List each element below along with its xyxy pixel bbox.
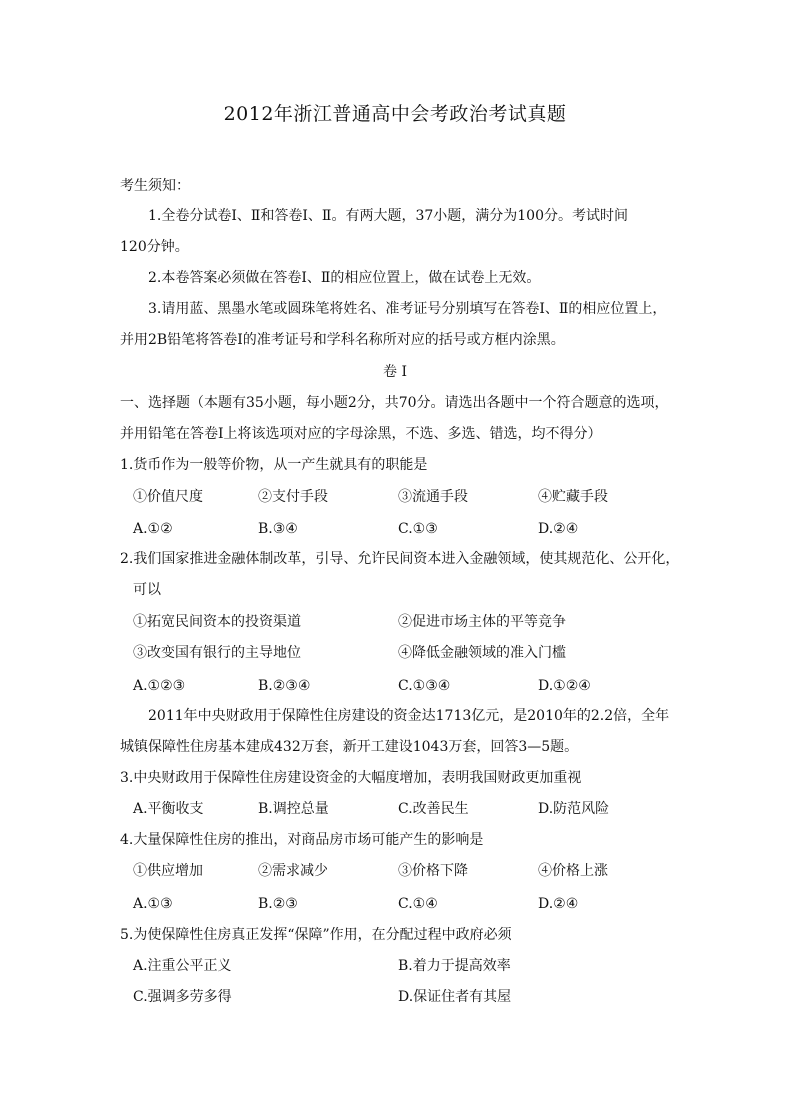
notice-item-1-line-1: 1.全卷分试卷Ⅰ、Ⅱ和答卷Ⅰ、Ⅱ。有两大题，37小题，满分为100分。考试时间 bbox=[148, 208, 628, 224]
q1-choice-a: A.①② bbox=[133, 521, 173, 537]
q2-item-1: ①拓宽民间资本的投资渠道 bbox=[133, 614, 301, 630]
q2-item-3: ③改变国有银行的主导地位 bbox=[133, 645, 301, 661]
q1-item-4: ④贮藏手段 bbox=[538, 489, 608, 505]
section-heading-line-1: 一、选择题（本题有35小题，每小题2分，共70分。请选出各题中一个符合题意的选项， bbox=[120, 395, 669, 411]
q4-choice-b: B.②③ bbox=[258, 896, 298, 912]
q1-item-3: ③流通手段 bbox=[398, 489, 468, 505]
q2-choice-a: A.①②③ bbox=[133, 678, 186, 694]
material-line-2: 城镇保障性住房基本建成432万套，新开工建设1043万套，回答3—5题。 bbox=[120, 739, 579, 755]
section-heading-line-2: 并用铅笔在答卷Ⅰ上将该选项对应的字母涂黑，不选、多选、错选，均不得分） bbox=[120, 426, 602, 442]
q4-stem: 4.大量保障性住房的推出，对商品房市场可能产生的影响是 bbox=[120, 832, 484, 848]
q1-choice-c: C.①③ bbox=[398, 521, 438, 537]
q4-item-2: ②需求减少 bbox=[258, 863, 328, 879]
notice-item-2: 2.本卷答案必须做在答卷Ⅰ、Ⅱ的相应位置上，做在试卷上无效。 bbox=[148, 270, 541, 286]
notice-item-1-line-2: 120分钟。 bbox=[120, 239, 189, 255]
q2-choice-d: D.①②④ bbox=[538, 678, 591, 694]
q1-item-2: ②支付手段 bbox=[258, 489, 328, 505]
q2-stem-line-2: 可以 bbox=[133, 582, 161, 598]
q5-choice-b: B.着力于提高效率 bbox=[398, 958, 511, 974]
q4-choice-d: D.②④ bbox=[538, 896, 579, 912]
q1-item-1: ①价值尺度 bbox=[133, 489, 203, 505]
notice-item-3-line-1: 3.请用蓝、黑墨水笔或圆珠笔将姓名、准考证号分别填写在答卷Ⅰ、Ⅱ的相应位置上， bbox=[148, 301, 667, 317]
q1-choice-d: D.②④ bbox=[538, 521, 579, 537]
q1-choice-b: B.③④ bbox=[258, 521, 298, 537]
q5-choice-c: C.强调多劳多得 bbox=[133, 989, 232, 1005]
q4-item-1: ①供应增加 bbox=[133, 863, 203, 879]
q2-stem-line-1: 2.我们国家推进金融体制改革，引导、允许民间资本进入金融领域，使其规范化、公开化， bbox=[120, 551, 680, 567]
q4-choice-c: C.①④ bbox=[398, 896, 438, 912]
q1-stem: 1.货币作为一般等价物，从一产生就具有的职能是 bbox=[120, 457, 428, 473]
q2-choice-c: C.①③④ bbox=[398, 678, 451, 694]
q4-choice-a: A.①③ bbox=[133, 896, 173, 912]
q3-stem: 3.中央财政用于保障性住房建设资金的大幅度增加，表明我国财政更加重视 bbox=[120, 770, 582, 786]
q2-choice-b: B.②③④ bbox=[258, 678, 311, 694]
q3-choice-c: C.改善民生 bbox=[398, 801, 469, 817]
volume-heading: 卷 Ⅰ bbox=[383, 364, 407, 380]
q5-choice-a: A.注重公平正义 bbox=[133, 958, 232, 974]
q2-item-2: ②促进市场主体的平等竞争 bbox=[398, 614, 566, 630]
q3-choice-b: B.调控总量 bbox=[258, 801, 329, 817]
material-line-1: 2011年中央财政用于保障性住房建设的资金达1713亿元，是2010年的2.2倍，全年 bbox=[148, 708, 670, 724]
q5-choice-d: D.保证住者有其屋 bbox=[398, 989, 512, 1005]
q4-item-4: ④价格上涨 bbox=[538, 863, 608, 879]
q2-item-4: ④降低金融领域的准入门槛 bbox=[398, 645, 566, 661]
page-title: 2012年浙江普通高中会考政治考试真题 bbox=[223, 103, 567, 125]
q3-choice-a: A.平衡收支 bbox=[133, 801, 204, 817]
notice-item-3-line-2: 并用2B铅笔将答卷Ⅰ的准考证号和学科名称所对应的括号或方框内涂黑。 bbox=[120, 332, 565, 348]
q5-stem: 5.为使保障性住房真正发挥“保障”作用，在分配过程中政府必须 bbox=[120, 927, 512, 943]
q3-choice-d: D.防范风险 bbox=[538, 801, 610, 817]
notice-heading: 考生须知： bbox=[120, 178, 190, 194]
q4-item-3: ③价格下降 bbox=[398, 863, 468, 879]
